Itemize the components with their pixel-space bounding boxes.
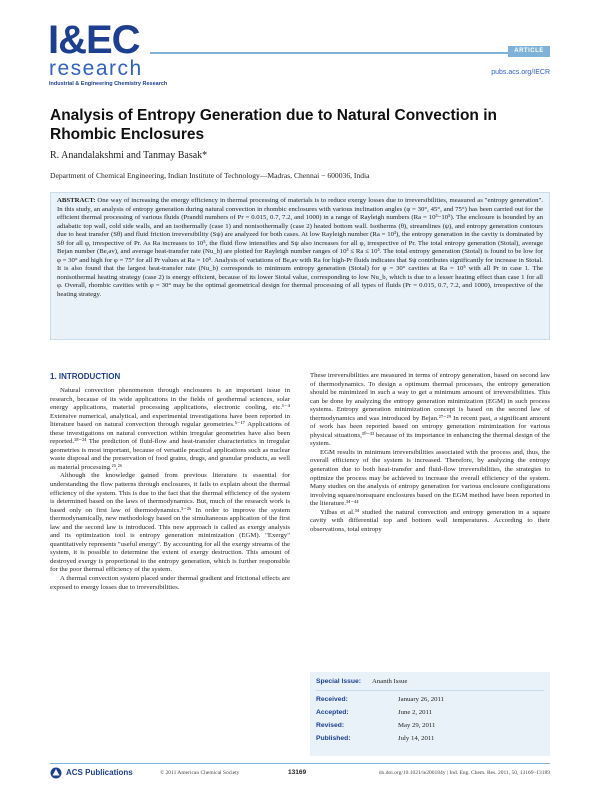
abstract-body: One way of increasing the energy efficiency in thermal processing of materials is to reduce exergy losses due to irreversibilities, measured as "entropy generation". In this study, an analysis of entropy generation during natural convection in rhombic enclosures with various inclination angles (φ = 30°, 45°, and 75°) has been carried out for the efficient thermal processing of various fluids (Prandtl numbers of Pr = 0.015, 0.7, 7.2, and 1000) in a range of Rayleigh numbers (Ra = 10³−10⁵). The enclosure is bounded by an adiabatic top wall, cold side walls, and an isothermally (case 1) and nonisothermally (case 2) heated bottom wall. Isotherms (θ), streamlines (ψ), and entropy generation contours due to heat transfer (Sθ) and fluid friction irreversibility (Sψ) are analyzed for both cases. At low Rayleigh number (Ra = 10³), the entropy generation in the cavity is dominated by Sθ for all φ, irrespective of Pr. As Ra increases to 10⁵, the fluid flow intensifies and Sψ also increases for all φ, irrespective of Pr. The total entropy generation (Stotal), average Bejan number (Be,av), and average heat-transfer rate (Nu_b) are plotted for Rayleigh number ranges of 10³ ≤ Ra ≤ 10⁵. The total entropy generation (Stotal) is found to be low for φ = 30° and high for φ = 75° for all Pr values at Ra = 10⁵. Analysis of variations of Be,av with Ra for high-Pr fluids indicates that Sψ contributes significantly for increase in Stotal. It is also found that the largest heat-transfer rate (Nu_b) corresponds to minimum entropy generation (Stotal) for φ = 30° cavities at Ra = 10⁵ with all Pr in case 1. The nonisothermal heating strategy (case 2) is energy efficient, because of its lower Stotal value, corresponding to low Nu_b, which is due to a lesser heating effect than case 1 for all φ. Overall, rhombic cavities with φ = 30° may be the optimal geometrical design for thermal processing of all types of fluids (Pr = 0.015, 0.7, 7.2, and 1000), irrespective of the heating strategy. xyxy=(57,197,543,298)
footer-rule xyxy=(50,763,550,764)
published-date: July 14, 2011 xyxy=(398,735,435,742)
doi-citation[interactable]: dx.doi.org/10.1021/ie200184y | Ind. Eng. Chem. Res. 2011, 50, 13169–13189 xyxy=(378,770,550,776)
acs-logo-icon xyxy=(50,767,62,779)
intro-paragraph: EGM results in minimum irreversibilities associated with the process and, thus, the overall efficiency of the system is increased. Therefore, by analyzing the entropy generation due to both heat-transfer and fluid-flow irreversibilities, the strategies to optimize the process may be achieved to increase the overall efficiency of the system. Many studies on the analysis of entropy generation for various enclosure configurations involving square/nonsquare enclosures based on the EGM method have been reported in the literature.³⁴⁻⁴⁴ xyxy=(310,448,550,508)
info-divider xyxy=(316,690,544,691)
intro-paragraph: Yilbas et al.³⁴ studied the natural convection and entropy generation in a square cavity with differential top and bottom wall temperatures. According to their observations, total entropy xyxy=(310,508,550,533)
publisher-name: ACS Publications xyxy=(66,768,133,777)
revised-label: Revised: xyxy=(316,722,345,729)
intro-paragraph: These irreversibilities are measured in terms of entropy generation, based on second law of thermodynamics. To design a optimum thermal processes, the entropy generation should be minimized in such a way to get a minimum amount of irreversibilities. This can be done by analyzing the entropy generation minimization (EGM) in such process systems. Entropy generation minimization concept is based on the second law of thermodynamics and was introduced by Bejan.²⁷⁻²⁹ In recent past, a significant amount of work has been reported based on entropy generation minimization for various physical situations,³⁰⁻³³ because of its importance in enhancing the thermal design of the system. xyxy=(310,372,550,448)
special-issue-value: Ananth Issue xyxy=(372,678,408,685)
intro-paragraph: Natural convection phenomenon through enclosures is an important issue in research, because of its wide applications in the fields of geothermal sciences, solar energy applications, material processing applications, electronic cooling, etc.¹⁻⁴ Extensive numerical, analytical, and experimental investigations have been reported in literature based on natural convection through regular geometries.⁵⁻¹⁷ Applications of these investigations on natural convection within irregular geometries have also been reported.¹⁸⁻²⁴ The prediction of fluid-flow and heat-transfer characteristics in irregular geometries is most important, because of versatile practical applications such as nuclear waste disposal and the preservation of food grains, drugs, and granular products, as well as material processing.²⁵,²⁶ xyxy=(50,387,290,471)
section-heading-introduction: 1. INTRODUCTION xyxy=(50,372,121,381)
accepted-label: Accepted: xyxy=(316,709,349,716)
journal-logo-tagline: Industrial & Engineering Chemistry Research xyxy=(49,81,168,87)
journal-url-link[interactable]: pubs.acs.org/IECR xyxy=(491,69,550,76)
intro-paragraph: Although the knowledge gained from previous literature is essential for understanding the flow patterns through enclosures, it fails to explain about the thermal efficiency of the system. This is due to the fact that the thermal efficiency of the system is determined based on the laws of thermodynamics. But, much of the research work is based only on first law of thermodynamics.⁵⁻²⁶ In order to improve the system thermodynamically, new methodology based on the simultaneous application of the first law and the second law is introduced. This new approach is called as exergy analysis and its optimization tool is entropy generation minimization (EGM). "Exergy" quantitatively represents "useful energy". By accounting for all the exergy streams of the system, it is possible to determine the extent of exergy destruction. This amount of destroyed exergy is proportional to the entropy generation, which is further responsible for the poor thermal efficiency of the system. xyxy=(50,472,290,574)
intro-paragraph: A thermal convection system placed under thermal gradient and frictional effects are exposed to energy losses due to irreversibilities. xyxy=(50,575,290,591)
abstract-label: ABSTRACT: xyxy=(57,197,96,204)
page-number: 13169 xyxy=(288,769,307,776)
abstract xyxy=(57,197,543,299)
copyright-notice: © 2011 American Chemical Society xyxy=(160,770,240,776)
accepted-date: June 2, 2011 xyxy=(398,709,433,716)
left-column xyxy=(50,372,290,592)
received-date: January 26, 2011 xyxy=(398,696,445,703)
article-history-box xyxy=(310,672,550,756)
received-label: Received: xyxy=(316,696,348,703)
paper-authors: R. Anandalakshmi and Tanmay Basak* xyxy=(50,150,208,161)
journal-logo-subtitle: research xyxy=(49,57,143,80)
article-type-badge: ARTICLE xyxy=(508,46,550,57)
paper-title: Analysis of Entropy Generation due to Natural Convection in Rhombic Enclosures xyxy=(50,107,497,143)
revised-date: May 29, 2011 xyxy=(398,722,436,729)
journal-logo: I&EC xyxy=(48,18,140,62)
right-column xyxy=(310,372,550,534)
published-label: Published: xyxy=(316,735,351,742)
header-rule xyxy=(150,52,550,54)
special-issue-label: Special Issue: xyxy=(316,678,362,685)
author-affiliation: Department of Chemical Engineering, Indian Institute of Technology—Madras, Chennai − 600036, India xyxy=(50,171,370,180)
